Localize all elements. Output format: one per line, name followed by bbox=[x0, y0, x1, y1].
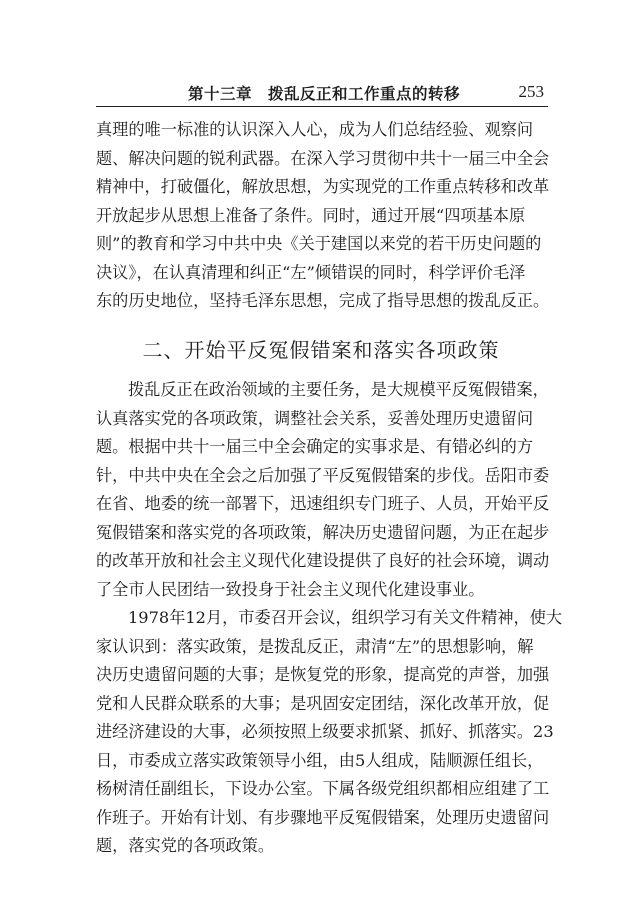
text-line: 开放起步从思想上准备了条件。同时，通过开展“四项基本原 bbox=[96, 205, 526, 225]
text-line: 题，落实党的各项政策。 bbox=[96, 836, 275, 855]
paragraph bbox=[96, 376, 556, 604]
text-line: 决历史遗留问题的大事；是恢复党的形象，提高党的声誉，加强 bbox=[96, 665, 550, 684]
text-line: 作班子。开始有计划、有步骤地平反冤假错案，处理历史遗留问 bbox=[96, 807, 550, 827]
text-line: 题、解决问题的锐利武器。在深入学习贯彻中共十一届三中全会 bbox=[96, 148, 550, 168]
text-line: 认真落实党的各项政策，调整社会关系，妥善处理历史遗留问 bbox=[96, 408, 534, 428]
text-line: 针，中共中央在全会之后加强了平反冤假错案的步伐。岳阳市委 bbox=[96, 465, 550, 485]
text-line: 杨树清任副组长，下设办公室。下属各级党组织都相应组建了工 bbox=[96, 779, 550, 798]
chapter-title: 第十三章 拨乱反正和工作重点的转移 bbox=[187, 85, 460, 103]
text-line: 进经济建设的大事，必须按照上级要求抓紧、抓好、抓落实。23 bbox=[96, 722, 554, 741]
paragraph bbox=[96, 604, 563, 861]
text-line: 东的历史地位，坚持毛泽东思想，完成了指导思想的拨乱反正。 bbox=[96, 291, 550, 310]
text-line: 家认识到：落实政策，是拨乱反正，肃清“左”的思想影响，解 bbox=[96, 636, 534, 656]
page-number: 253 bbox=[518, 82, 544, 101]
text-line: 拨乱反正在政治领域的主要任务，是大规模平反冤假错案， bbox=[128, 380, 549, 399]
section-heading: 二、开始平反冤假错案和落实各项政策 bbox=[142, 338, 500, 362]
text-line: 1978年12月，市委召开会议，组织学习有关文件精神，使大 bbox=[128, 608, 563, 627]
text-line: 党和人民群众联系的大事；是巩固安定团结，深化改革开放，促 bbox=[96, 693, 550, 713]
text-line: 了全市人民团结一致投身于社会主义现代化建设事业。 bbox=[96, 579, 485, 599]
text-line: 真理的唯一标准的认识深入人心，成为人们总结经验、观察问 bbox=[96, 120, 534, 139]
text-line: 冤假错案和落实党的各项政策，解决历史遗留问题，为正在起步 bbox=[96, 522, 550, 542]
paragraph-continuation bbox=[96, 116, 556, 316]
running-header bbox=[96, 82, 548, 107]
text-line: 精神中，打破僵化，解放思想，为实现党的工作重点转移和改革 bbox=[96, 177, 550, 196]
text-line: 则”的教育和学习中共中央《关于建国以来党的若干历史问题的 bbox=[96, 234, 542, 253]
text-line: 决议》，在认真清理和纠正“左”倾错误的同时，科学评价毛泽 bbox=[96, 262, 526, 282]
text-line: 题。根据中共十一届三中全会确定的实事求是、有错必纠的方 bbox=[96, 437, 534, 456]
text-line: 日，市委成立落实政策领导小组，由5人组成，陆顺源任组长， bbox=[96, 750, 544, 770]
text-line: 在省、地委的统一部署下，迅速组织专门班子、人员，开始平反 bbox=[96, 494, 550, 513]
text-line: 的改革开放和社会主义现代化建设提供了良好的社会环境，调动 bbox=[96, 551, 550, 570]
